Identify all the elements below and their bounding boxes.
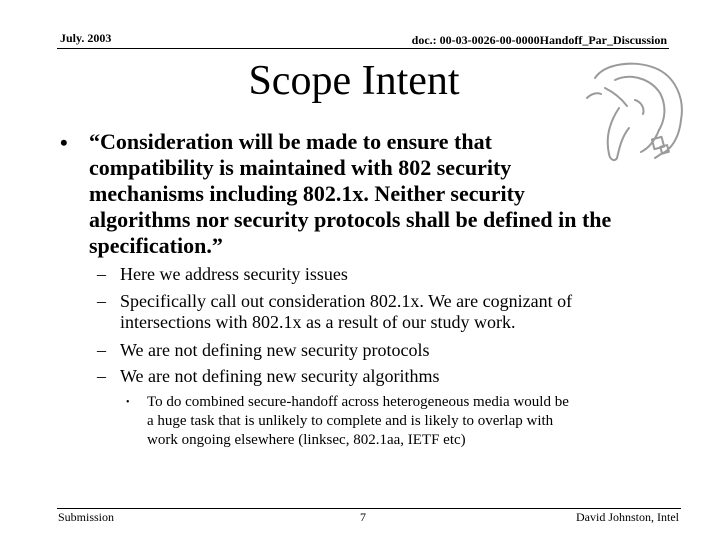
footer-page-number: 7	[360, 510, 366, 524]
main-bullet-marker: •	[60, 130, 68, 155]
dash-marker: –	[97, 291, 106, 311]
dash-marker: –	[97, 340, 106, 360]
sub-point-text: Specifically call out consideration 802.1x. We are cognizant of intersections with 802.1x as a result of our study work.	[120, 291, 573, 332]
header-date: July. 2003	[60, 31, 112, 45]
sub-point-text: Here we address security issues	[120, 264, 348, 284]
main-point-text: “Consideration will be made to ensure that compatibility is maintained with 802 security mechanisms including 802.1x. Neither security algorithms nor security protocols shall be defined in the specification.”	[89, 129, 612, 258]
slide-title: Scope Intent	[248, 58, 460, 104]
footer-submission: Submission	[58, 510, 115, 524]
header-divider	[57, 48, 669, 49]
footer-author: David Johnston, Intel	[576, 510, 679, 524]
dash-marker: –	[97, 264, 106, 284]
header-document-id: doc.: 00-03-0026-00-0000Handoff_Par_Discussion	[411, 33, 667, 47]
sub-sub-point-text: To do combined secure-handoff across heterogeneous media would be a huge task that is unlikely to complete and is likely to overlap with work ongoing elsewhere (linksec, 802.1aa, IETF etc)	[147, 394, 569, 448]
footer-divider	[57, 508, 681, 509]
dash-marker: –	[97, 366, 106, 386]
dot-marker: •	[126, 397, 130, 408]
sub-point-text: We are not defining new security algorithms	[120, 366, 440, 386]
sub-point-text: We are not defining new security protocols	[120, 340, 430, 360]
